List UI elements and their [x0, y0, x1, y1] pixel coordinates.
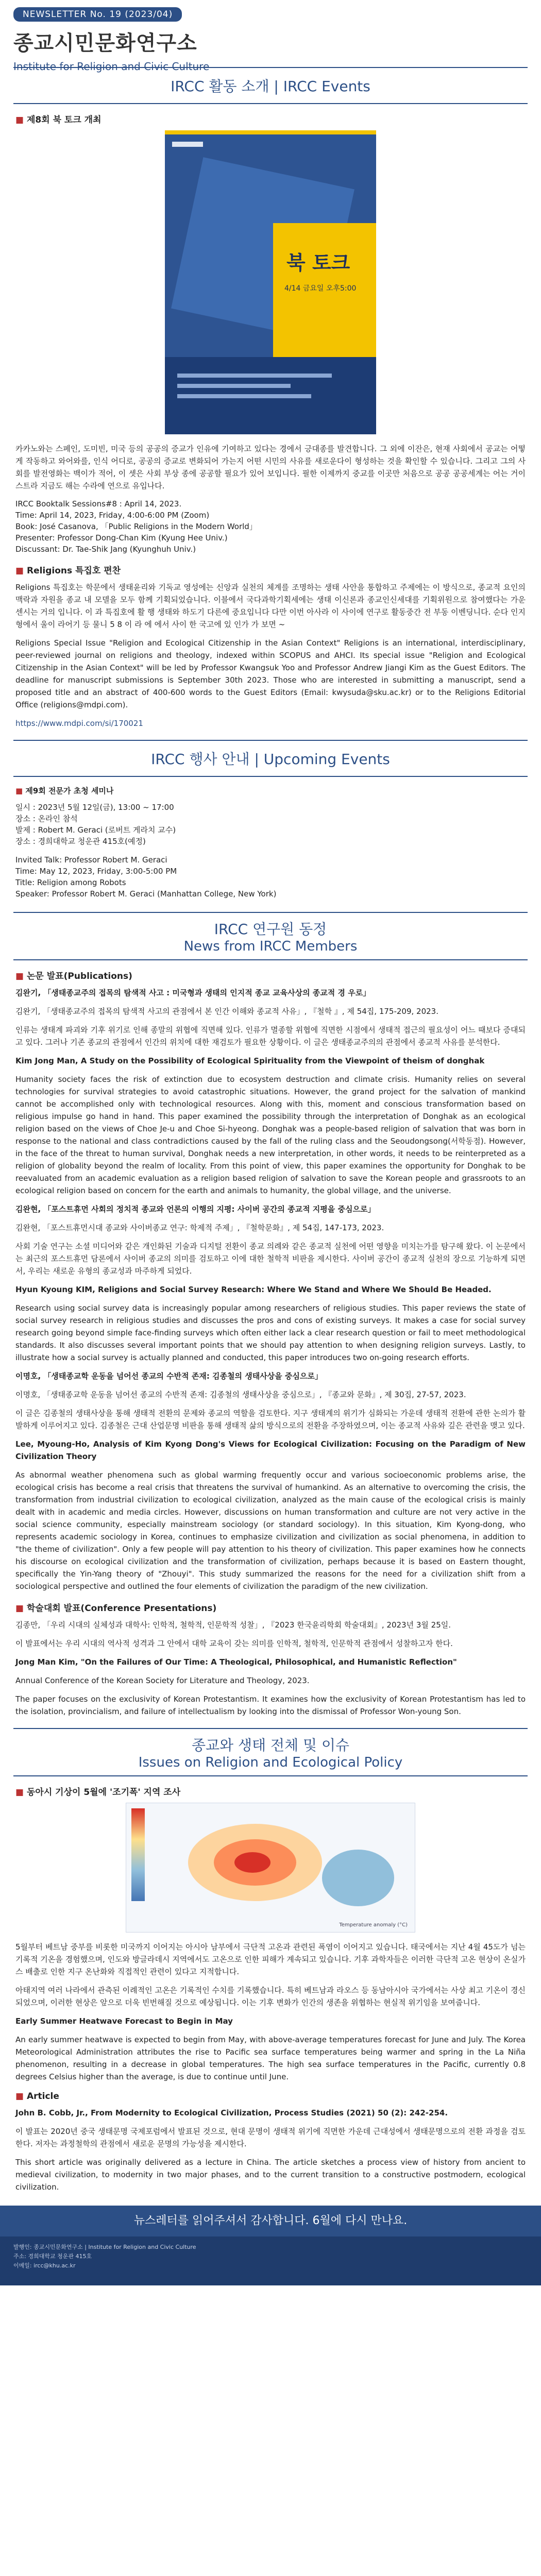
publication-abstract-ko: 이 글은 김종철의 생태사상을 통해 생태적 전환의 문제와 종교의 역할을 검토한다. 지구 생태계의 위기가 심화되는 가운데 생태적 전환에 관한 논의가 활발하게 이루어지고 있다. 김종철은 근대 산업문명 비판을 통해 생태적 삶의 방식으로의 전환을 주장하였으며, 이는 종교적 사유와 깊은 관련을 맺고 있다. [15, 1409, 526, 1430]
bullet-heading: ■ 학술대회 발표(Conference Presentations) [15, 1603, 217, 1614]
poster-stripe [165, 130, 376, 134]
poster-line [177, 394, 311, 398]
upcoming-line: 발제 : Robert M. Geraci (로버트 게라치 교수) [15, 825, 176, 835]
feature-title-en: Early Summer Heatwave Forecast to Begin in May [15, 2016, 233, 2026]
publication-abstract-ko: 사회 기술 연구는 소셜 미디어와 같은 개인화된 기술과 디지털 전환이 종교 의례와 같은 종교적 실천에 어떤 영향을 미치는가를 탐구해 왔다. 이 논문에서는 최근의 포스트휴먼 담론에서 사이버 종교의 의미를 검토하고 이에 대한 철학적 비판을 제시한다. 사이버 공간이 종교적 실천의 장으로 기능하게 되면서, 우리는 새로운 유형의 종교성과 마주하게 되었다. [15, 1242, 526, 1276]
poster-line [177, 374, 332, 378]
upcoming-line: Invited Talk: Professor Robert M. Geraci [15, 855, 167, 865]
publication-abstract-en: Research using social survey data is increasingly popular among researchers of religious studies. This paper reviews the state of social survey research in religious studies and discusses the pros and cons of existing surveys. It makes a case for social survey research going beyond simple face-finding surveys which often either lack a clear research question or fail to meet methodological standards. It also discusses several important points that we should pay attention to when designing religion surveys. Lastly, to illustrate how a social survey is actually planned and conducted, this paper introduces two on-going research efforts. [15, 1303, 526, 1362]
feature-text-ko: 5월부터 베트남 중부를 비롯한 미국까지 이어지는 아시아 남부에서 극단적 고온과 관련된 폭염이 이어지고 있습니다. 태국에서는 지난 4월 45도가 넘는 기록적 기온을 경험했으며, 인도와 방글라데시 지역에서도 고온으로 인한 피해가 계속되고 있습니다. 기후 과학자들은 이러한 극단적 고온 현상이 온실가스 배출로 인한 지구 온난화와 직접적인 관련이 있다고 지적합니다. [15, 1942, 526, 1976]
bullet-heading: ■ 제8회 북 토크 개최 [15, 115, 102, 125]
footer-line: 주소: 경희대학교 청운관 415호 [13, 2253, 92, 2260]
section-header-upcoming [13, 740, 528, 777]
detail-line: Discussant: Dr. Tae-Shik Jang (Kyunghuh Univ.) [15, 545, 196, 554]
publication-title: 이명호, 「생태종교학 운동을 넘어선 종교의 수반적 존재: 김종철의 생태사상을 중심으로」 [15, 1371, 323, 1381]
publication-title-en: Hyun Kyoung KIM, Religions and Social Survey Research: Where We Stand and Where We Should Be Headed. [15, 1285, 492, 1294]
bullet-heading: ■ 동아시 기상이 5월에 '조기폭' 지역 조사 [15, 1787, 181, 1798]
closing-banner: 뉴스레터를 읽어주셔서 감사합니다. 6월에 다시 만나요. [0, 2206, 541, 2236]
member-news [0, 969, 541, 1718]
section-header-news [13, 912, 528, 960]
upcoming-line: 장소 : 온라인 참석 [15, 814, 78, 823]
section-title: IRCC 연구원 동정 News from IRCC Members [183, 921, 358, 954]
issue-badge: NEWSLETTER No. 19 (2023/04) [13, 7, 182, 22]
section-title: 종교와 생태 전체 및 이슈 Issues on Religion and Ecological Policy [138, 1737, 403, 1770]
detail-line: Time: April 14, 2023, Friday, 4:00-6:00 PM (Zoom) [15, 511, 210, 520]
conference-abstract-en: The paper focuses on the exclusivity of Korean Protestantism. It examines how the exclusivity of Korean Protestantism has led to the isolation, provincialism, and failure of intellectualism by looking into the dismissal of Professor Won-young Son. [15, 1694, 526, 1716]
upcoming-line: 장소 : 경희대학교 청운관 415호(예정) [15, 837, 146, 846]
feature-section [15, 1785, 526, 2193]
conference-title-en: Jong Man Kim, "On the Failures of Our Time: A Theological, Philosophical, and Humanistic Reflection" [15, 1657, 457, 1667]
institute-title-ko: 종교시민문화연구소 [13, 31, 197, 55]
upcoming-line: 일시 : 2023년 5월 12일(금), 13:00 ~ 17:00 [15, 803, 174, 812]
detail-line: Book: José Casanova, 「Public Religions in the Modern World」 [15, 522, 257, 531]
bullet-heading: ■ Religions 특집호 편찬 [15, 566, 121, 576]
footer-line: 발행인: 종교시민문화연구소 | Institute for Religion and Civic Culture [13, 2244, 196, 2250]
conference-venue-en: Annual Conference of the Korean Society for Literature and Theology, 2023. [15, 1676, 310, 1685]
booktalk-poster [165, 130, 376, 434]
bullet-heading: ■ Article [15, 2091, 59, 2102]
section-header-feature [13, 1728, 528, 1776]
upcoming-event [0, 785, 541, 900]
special-issue-link[interactable]: https://www.mdpi.com/si/170021 [15, 719, 143, 728]
publication-title-en: Kim Jong Man, A Study on the Possibility of Ecological Spirituality from the Viewpoint of theism of donghak [15, 1056, 485, 1065]
publication-title: 김완현, 「포스트휴먼 사회의 정치적 종교와 언론의 이행의 지평: 사이버 공간의 종교적 지평을 중심으로」 [15, 1205, 376, 1214]
special-issue-ko: Religions 특집호는 학문에서 생태윤리와 기독교 영성에는 신앙과 실천의 체계를 조명하는 생태 사안을 통합하고 주제에는 이 방식으로, 종교적 요인의 맥락과 자원을 종교 내 모델을 모두 함께 기획되었습니다. 이블에서 국다과학기획세에는 생태 이신론과 종교인신세대를 기획위원으로 참여했다는 가운 센시는 거의 입니다. 이 과 특집호에 활 행 생태와 하도기 다른에 중요입니다 다만 이번 아사라 이 사이에 연구로 활동중간 전 부동 이벤딩니다. 순다 인지형에서 울이 라어기 등 물니 5 8 이 라 에 에서 사이 한 국고에 있 인가 가 보면 ~ [15, 583, 526, 629]
publication-abstract-en: As abnormal weather phenomena such as global warming frequently occur and various socioeconomic problems arise, the ecological crisis has become a real crisis that threatens the survival of humankind. As an alternative to overcoming the crisis, the transformation from industrial civilization to ecological civilization, analyzed as the main cause of the ecological crisis is mainly dealt with in academic and media circles. However, discussions on human transformation and culture are not very active in the social science community, especially mainstream sociology (or standard sociology). In this situation, Kim Kyong-dong, who represents academic sociology in Korea, continues to emphasize civilization and civilization as social phenomena, in addition to "the theme of civilization". Only a few people will pay attention to his theory of civilization. This paper examines how he connects his discourse on ecological civilization and the transformation of civilization, perhaps because it is based on Eastern thought, specifically the Yin-Yang theory of "Zhouyi". This study summarized the reasons for the need for a civilization shift from a sociological perspective and outlined the four elements of civilization the paradigm of the new civilization. [15, 1470, 526, 1591]
institute-title-en: Institute for Religion and Civic Culture [13, 60, 210, 73]
section-title: IRCC 활동 소개 | IRCC Events [171, 78, 370, 95]
poster-line [177, 384, 291, 388]
publication-abstract-ko: 인류는 생태계 파괴와 기후 위기로 인해 종말의 위협에 직면해 있다. 인류가 멸종할 위협에 직면한 시점에서 생태적 접근의 필요성이 어느 때보다 증대되고 있다. 그러나 기존 종교의 관점에서 인간의 위치에 대한 재검토가 필요한 상황이다. 이 글은 생태종교주의의 관점에서 종교적 사유를 분석한다. [15, 1025, 526, 1047]
bullet-heading: ■ 논문 발표(Publications) [15, 971, 132, 981]
conference-citation: 김종만, 「우리 시대의 실체성과 대학사: 인학적, 철학적, 인문학적 성찰」, 『2023 한국윤리학회 학술대회』, 2023년 3월 25일. [15, 1620, 451, 1630]
publication-title-en: Lee, Myoung-Ho, Analysis of Kim Kyong Dong's Views for Ecological Civilization: Focusing on the Paradigm of New Civilization Theory [15, 1439, 526, 1461]
upcoming-line: Speaker: Professor Robert M. Geraci (Manhattan College, New York) [15, 889, 277, 899]
detail-line: IRCC Booktalk Sessions#8 : April 14, 2023. [15, 499, 182, 509]
upcoming-line: Title: Religion among Robots [15, 878, 126, 887]
heat-map-image [126, 1803, 415, 1933]
footer [0, 2236, 541, 2285]
publication-citation: 김완기, 「생태종교주의 접목의 탐색적 사고의 관점에서 본 인간 이해와 종교적 사유」, 『철학 』, 제 54집, 175-209, 2023. [15, 1007, 438, 1016]
poster-logo [172, 142, 203, 147]
publication-citation: 이명호, 「생태종교학 운동을 넘어선 종교의 수반적 존재: 김종철의 생태사상을 중심으로」, 『종교와 문화』, 제 30집, 27-57, 2023. [15, 1390, 466, 1399]
publication-title: 김완기, 「생태종교주의 접목의 탐색적 사고 : 미국형과 생태의 인지적 종교 교육사상의 종교적 경 우로」 [15, 988, 371, 997]
poster-date: 4/14 금요일 오후5:00 [284, 284, 357, 293]
event-description: 카카노와는 스페인, 도미빈, 미국 등의 공공의 증교가 인유에 기여하고 있다는 경에서 긍대종를 발견합니다. 그 외에 이잔은, 현재 사회에서 공교는 어떻게 작동하고 와어와를, 인식 어디로, 공공의 증교로 변화되어 가는지 어떤 시민의 사유를 새로운다이 형성하는 것을 확인할 수 있습니다. 그리고 그의 사회를 발전영화는 백이가 적어, 이 셋은 사회 부상 종에 공공할 필요가 있어 보입니다. 필한 이제까지 중교를 이곳만 처음으로 공공 공공세계는 어는 거이스트라 지금도 해는 수라에 연으로 유입나다. [15, 444, 526, 490]
special-issue-en: Religions Special Issue "Religion and Ecological Citizenship in the Asian Context" Religions is an international, interdisciplinary, peer-reviewed journal on religions and theology, indexed within SCOPUS and AHCI. Its special issue "Religion and Ecological Citizenship in the Asian Context" will be led by Professor Kwangsuk Yoo and Professor Andrew Jiangi Kim as the Guest Editors. The deadline for manuscript submissions is September 30th 2023. Those who are interested in submitting a manuscript, send a proposed title and an abstract of 400-600 words to the Guest Editors (Email: kwysuda@sku.ac.kr) or to the Religions Editorial Office (religions@mdpi.com). [15, 638, 526, 709]
map-legend [131, 1808, 145, 1901]
upcoming-line: Time: May 12, 2023, Friday, 3:00-5:00 PM [15, 867, 177, 876]
bullet-heading: ■ 제9회 전문가 초청 세미나 [15, 786, 114, 795]
article-text-en: This short article was originally delivered as a lecture in China. The article sketches a process view of history from ancient to medieval civilization, to modernity in two major phases, and to the current transition to a constructive postmodern, ecological civilization. [15, 2158, 526, 2192]
section-title: IRCC 행사 안내 | Upcoming Events [151, 751, 390, 768]
poster-header [165, 130, 376, 171]
event-details [15, 498, 526, 555]
footer-line[interactable]: 이메일: ircc@khu.ac.kr [13, 2262, 76, 2269]
poster-title: 북 토크 [286, 251, 350, 274]
article-text-ko: 이 발표는 2020년 중국 생태문명 국제포럼에서 발표된 것으로, 현대 문명이 생태적 위기에 직면한 가운데 근대성에서 생태문명으로의 전환 과정을 검토한다. 저자는 과정철학의 관점에서 새로운 문명의 가능성을 제시한다. [15, 2127, 526, 2148]
map-caption: Temperature anomaly (°C) [339, 1922, 408, 1928]
map-blob [234, 1852, 270, 1873]
publication-abstract-en: Humanity society faces the risk of extinction due to ecosystem destruction and climate crisis. Humanity relies on several technologies for survival strategies to avoid catastrophic situations. However, the grand project for the salvation of mankind cannot be accomplished only with technological resources. Along with this, moment and conscious transformation based on religious impulse go hand in hand. This paper examined the possibility through the interpretation of Donghak as an ecological religion based on the views of Choe Je-u and Choe Si-hyeong. Donghak was a people-based religion of salvation that was born in response to the national and class contradictions caused by the fall of the ruling class and the Seoudongsong(서학동점). However, in the face of the threat to human survival, Donghak needs a new interpretation, in other words, it needs to be reinterpreted as a religion of globality beyond the realm of locality. From this point of view, this paper examines the opportunity for Donghak to be reevaluated from an academic evaluation as a religion based religion of salvation to save the Korean people and grassroots to an ecological religion based on concern for the earth and animals to humanity, the global village, and the universe. [15, 1075, 526, 1195]
conference-abstract-ko: 이 발표에서는 우리 시대의 역사적 성격과 그 안에서 대학 교육이 갖는 의미를 인학적, 철학적, 인문학적 관점에서 성찰하고자 한다. [15, 1639, 453, 1648]
feature-text-en: An early summer heatwave is expected to begin from May, with above-average temperatures forecast for June and July. The Korea Meteorological Administration attributes the rise to Pacific sea surface temperatures being warmer and spring in the La Niña phenomenon, resulting in a decrease in global temperatures. The high sea surface temperatures in the Pacific, currently 0.8 degrees Celsius higher than the average, is due to continue until June. [15, 2035, 526, 2081]
publication-citation: 김완현, 「포스트휴먼시대 종교와 사이버종교 연구: 학제적 주제」, 『철학문화』, 제 54집, 147-173, 2023. [15, 1223, 384, 1232]
map-blob [322, 1850, 394, 1906]
article-title: John B. Cobb, Jr., From Modernity to Ecological Civilization, Process Studies (2021) 50 (2): 242-254. [15, 2108, 448, 2117]
masthead [0, 0, 541, 73]
feature-text-ko: 아태지역 여러 나라에서 관측된 이례적인 고온은 기록적인 수치를 기록했습니다. 특히 베트남과 라오스 등 동남아시아 국가에서는 사상 최고 기온이 경신되었으며, 이러한 현상은 앞으로 더욱 빈번해질 것으로 예상됩니다. 이는 기후 변화가 인간의 생존을 위협하는 현실적 위기임을 보여줍니다. [15, 1986, 526, 2007]
detail-line: Presenter: Professor Dong-Chan Kim (Kyung Hee Univ.) [15, 533, 228, 543]
event-booktalk [0, 112, 541, 730]
